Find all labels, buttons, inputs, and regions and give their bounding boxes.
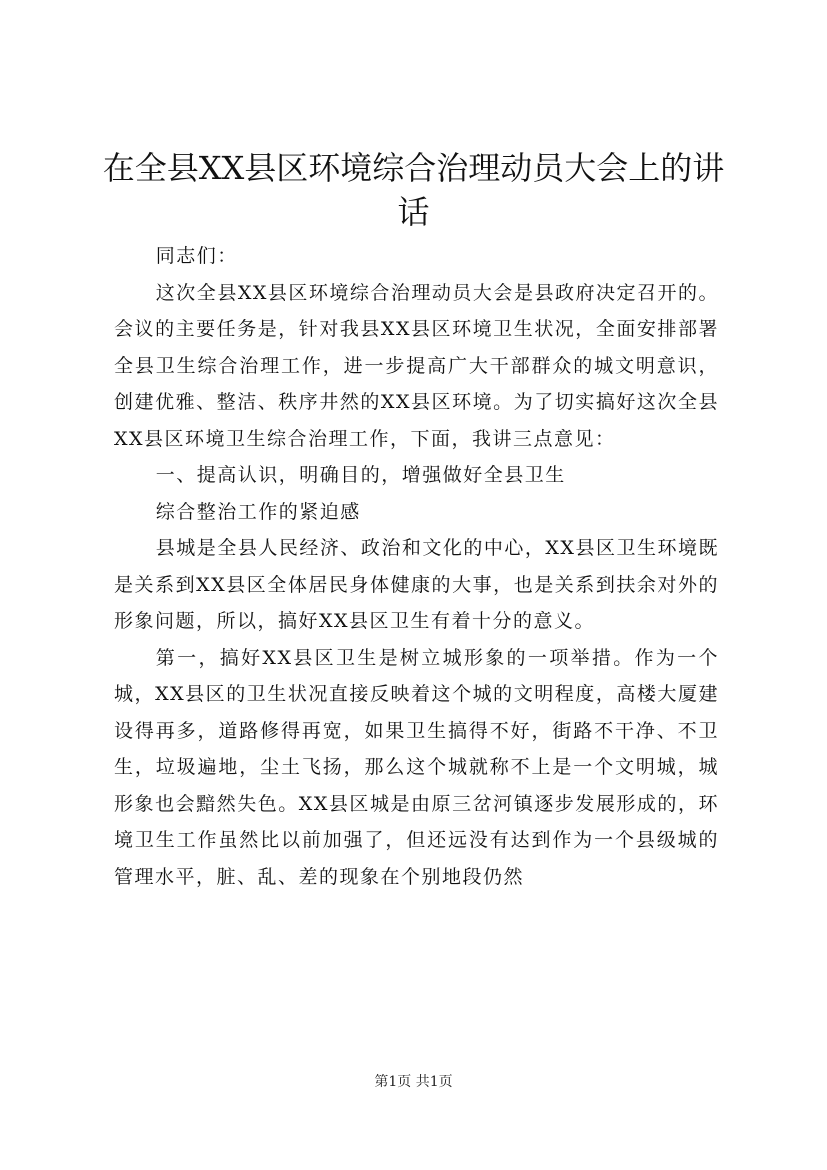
salutation-paragraph: 同志们： (155, 245, 238, 267)
body-paragraph: 第一，搞好XX县区卫生是树立城形象的一项举措。作为一个城，XX县区的卫生状况直接反映着这个城的文明程度，高楼大厦建设得再多，道路修得再宽，如果卫生搞得不好，街路不干净、不卫生，垃圾遍地，尘土飞扬，那么这个城就称不上是一个文明城，城形象也会黯然失色。XX县区城是由原三岔河镇逐步发展形成的，环境卫生工作虽然比以前加强了，但还远没有达到作为一个县级城的管理水平，脏、乱、差的现象在个别地段仍然 (114, 646, 719, 888)
page-number-footer: 第1页 共1页 (374, 1074, 453, 1090)
section-heading-line-1: 一、提高认识，明确目的，增强做好全县卫生 (155, 464, 566, 486)
section-heading-line-2: 综合整治工作的紧迫感 (155, 500, 361, 523)
document-title: 在全县XX县区环境综合治理动员大会上的讲话 (102, 149, 725, 231)
body-paragraph: 这次全县XX县区环境综合治理动员大会是县政府决定召开的。会议的主要任务是，针对我县XX县区环境卫生状况，全面安排部署全县卫生综合治理工作，进一步提高广大干部群众的城文明意识，创建优雅、整洁、秩序井然的XX县区环境。为了切实搞好这次全县XX县区环境卫生综合治理工作，下面，我讲三点意见： (114, 281, 719, 450)
document-body (114, 238, 719, 895)
body-paragraph: 县城是全县人民经济、政治和文化的中心，XX县区卫生环境既是关系到XX县区全体居民身体健康的大事，也是关系到扶余对外的形象问题，所以，搞好XX县区卫生有着十分的意义。 (114, 537, 719, 632)
